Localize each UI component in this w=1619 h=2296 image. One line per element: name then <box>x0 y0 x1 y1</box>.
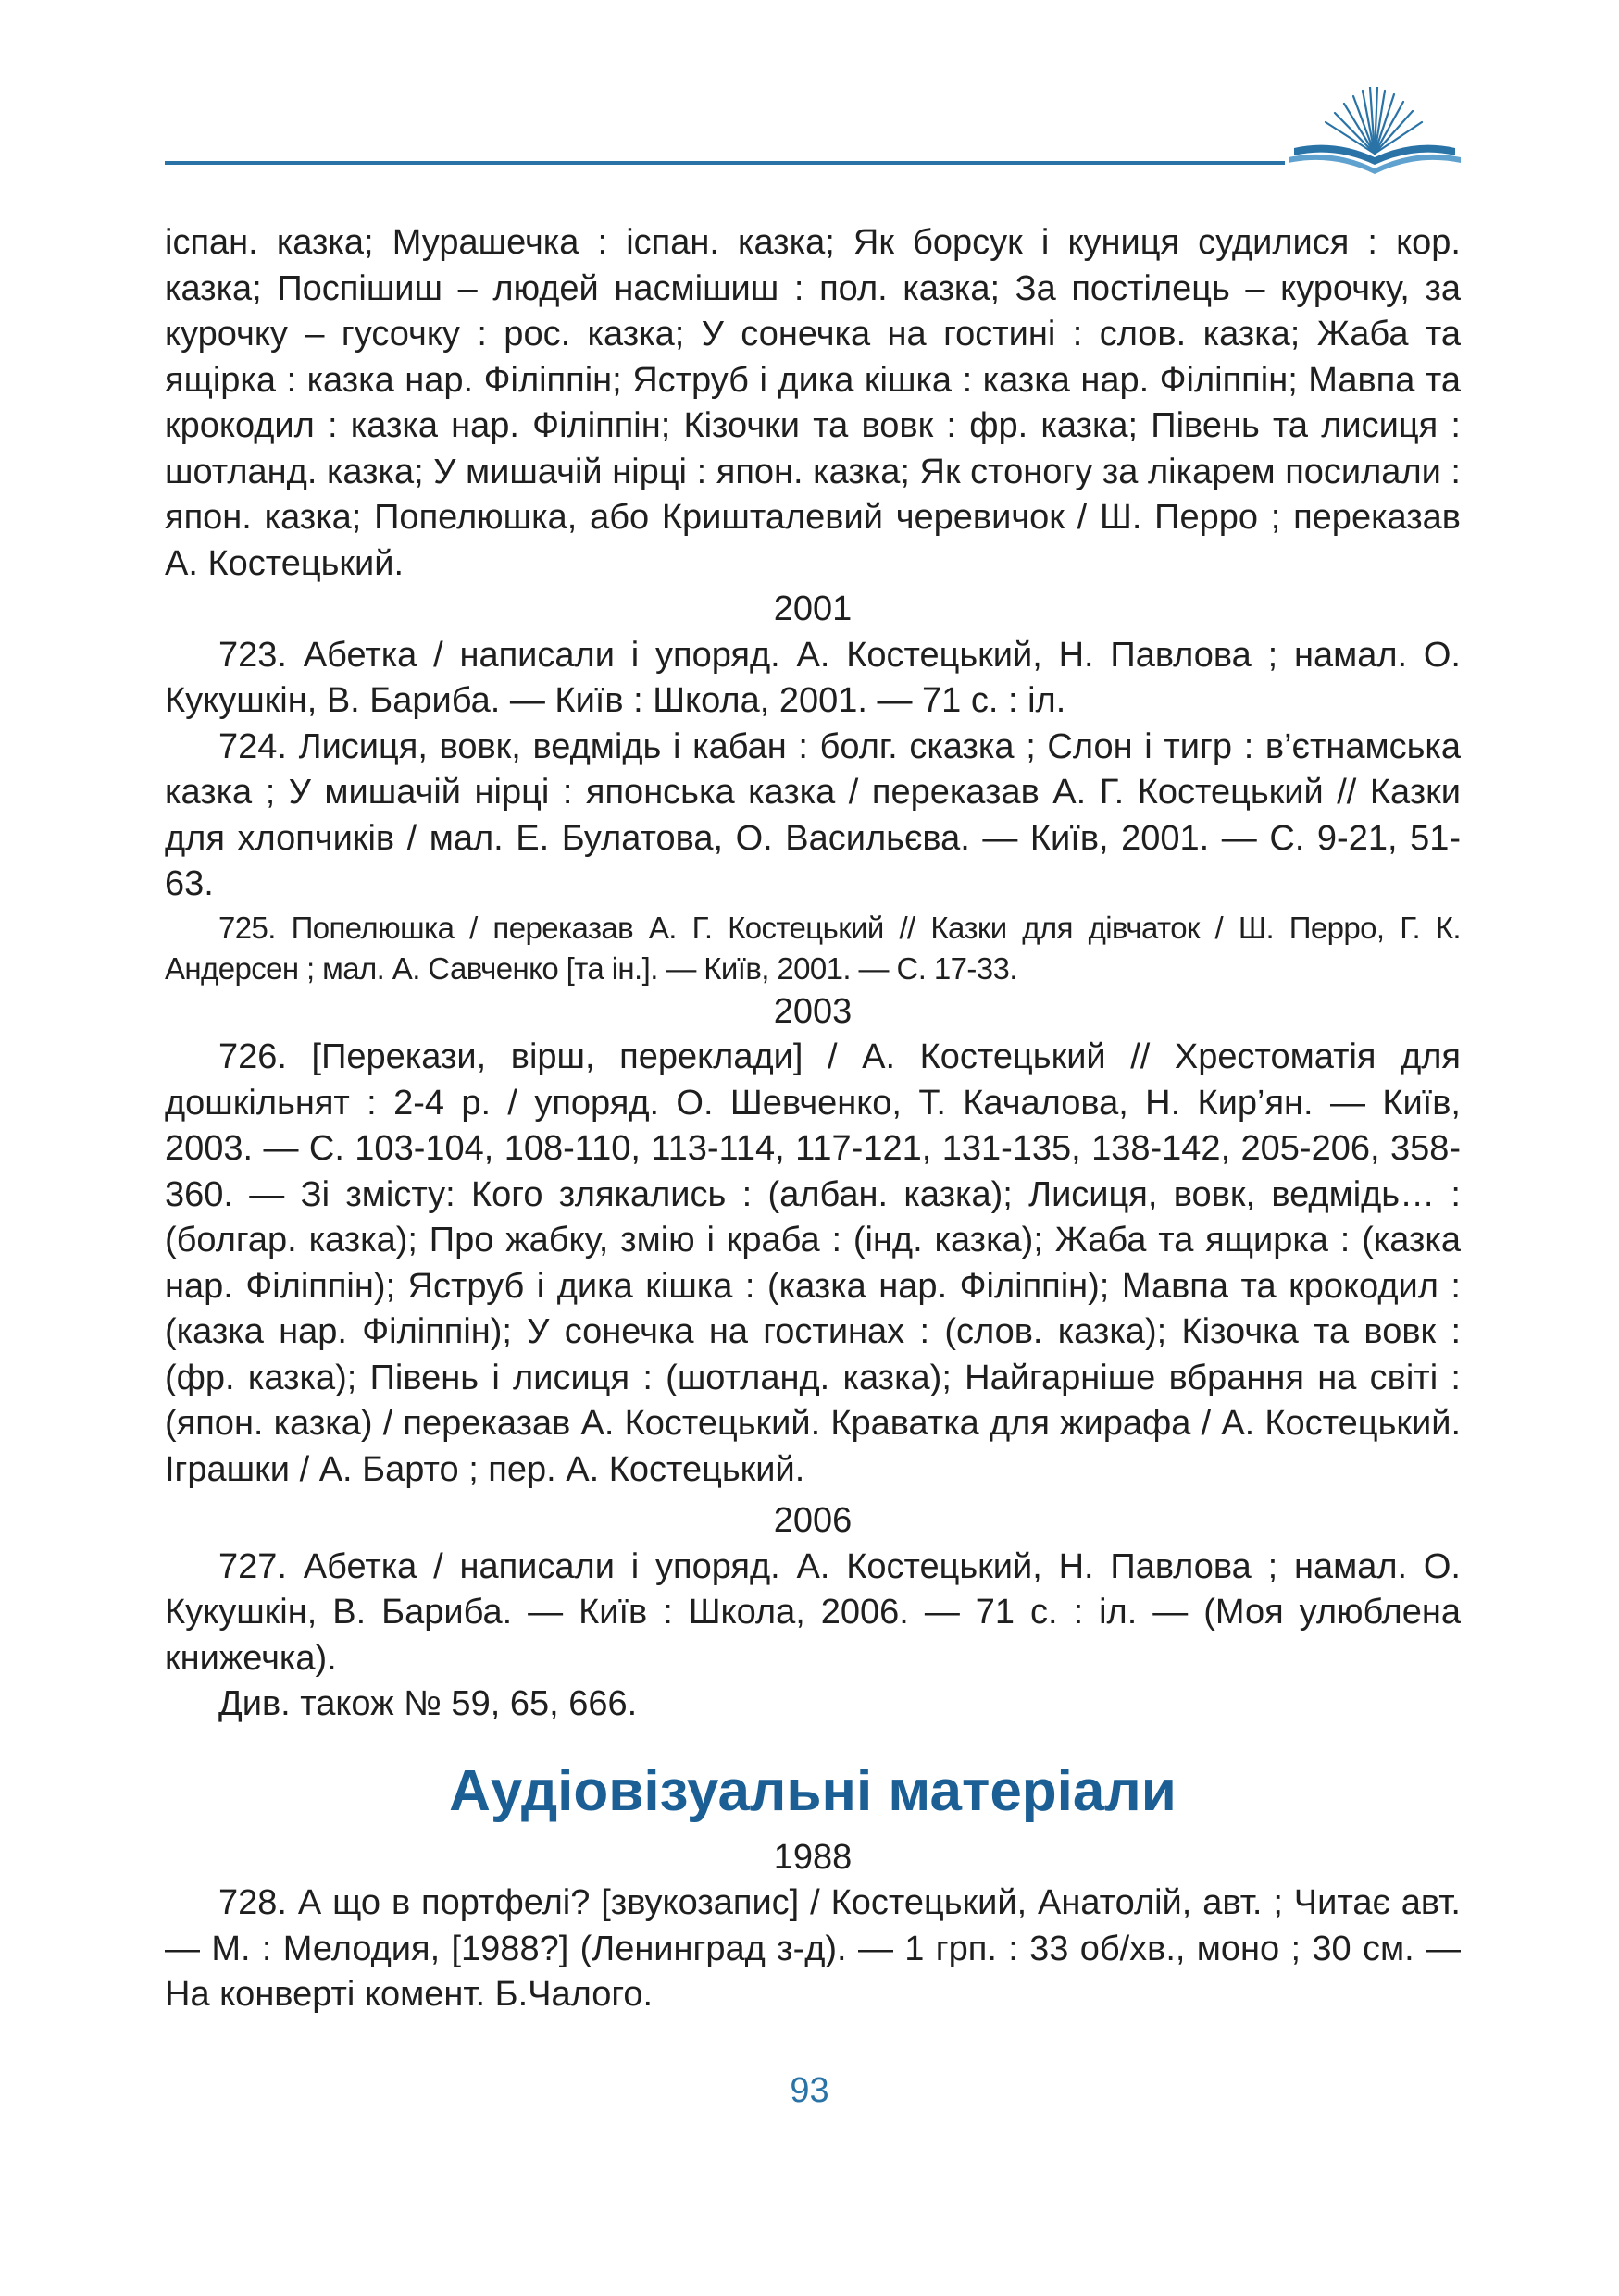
page-number: 93 <box>790 2071 829 2110</box>
year-heading-2006: 2006 <box>773 1501 853 1540</box>
see-also-note: Див. також № 59, 65, 666. <box>218 1684 638 1723</box>
bibliography-entry-726: 726. [Перекази, вірш, переклади] / А. Костецький // Хрестоматія для дошкільнят : 2-4 р. / упоряд. О. Шевченко, Т. Качалова, Н. Кир’ян. — Київ, 2003. — С. 103-104, 108-110, 113-114, 117-121, 131-135, 138-142, 205-206, 358-360. — Зі змісту: Кого злякались : (албан. казка); Лисиця, вовк, ведмідь… : (болгар. казка); Про жабку, змію і краба : (інд. казка); Жаба та ящирка : (казка нар. Філіппін); Яструб і дика кішка : (казка нар. Філіппін); Мавпа та крокодил : (казка нар. Філіппін); У сонечка на гостинах : (слов. казка); Кізочка та вовк : (фр. казка); Півень і лисиця : (шотланд. казка); Найгарніше вбрання на світі : (япон. казка) / переказав А. Костецький. Краватка для жирафа / А. Костецький. Іграшки / А. Барто ; пер. А. Костецький. <box>165 1037 1461 1489</box>
year-heading-2003: 2003 <box>773 991 853 1031</box>
document-body <box>165 220 1461 2018</box>
bibliography-entry-723: 723. Абетка / написали і упоряд. А. Костецький, Н. Павлова ; намал. О. Кукушкін, В. Бариба. — Київ : Школа, 2001. — 71 с. : іл. <box>165 635 1461 720</box>
bibliography-entry-724: 724. Лисиця, вовк, ведмідь і кабан : болг. сказка ; Слон і тигр : в’єтнамська казка ; У мишачій нірці : японська казка / переказав А. Г. Костецький // Казки для хлопчиків / мал. Е. Булатова, О. Васильєва. — Київ, 2001. — С. 9-21, 51-63. <box>165 726 1461 903</box>
year-heading-1988: 1988 <box>773 1837 853 1877</box>
bibliography-entry-728: 728. А що в портфелі? [звукозапис] / Костецький, Анатолій, авт. ; Читає авт. — М. : Мелодия, [1988?] (Ленинград з-д). — 1 грп. : 33 об/хв., моно ; 30 см. — На конверті комент. Б.Чалого. <box>165 1883 1461 2014</box>
continuation-paragraph: іспан. казка; Мурашечка : іспан. казка; Як борсук і куниця судилися : кор. казка; Поспішиш – людей насмішиш : пол. казка; За постілець – курочку, за курочку – гусочку : рос. казка; У сонечка на гостині : слов. казка; Жаба та ящірка : казка нар. Філіппін; Яструб і дика кішка : казка нар. Філіппін; Мавпа та крокодил : казка нар. Філіппін; Кізочки та вовк : фр. казка; Півень та лисиця : шотланд. казка; У мишачій нірці : япон. казка; Як стоногу за лікарем посилали : япон. казка; Попелюшка, або Кришталевий черевичок / Ш. Перро ; переказав А. Костецький. <box>165 223 1461 583</box>
bibliography-entry-725: 725. Попелюшка / переказав А. Г. Костецький // Казки для дівчаток / Ш. Перро, Г. К. Андерсен ; мал. А. Савченко [та ін.]. — Київ, 2001. — С. 17-33. <box>165 910 1461 986</box>
open-book-icon <box>1289 87 1461 176</box>
year-heading-2001: 2001 <box>773 590 853 628</box>
bibliography-entry-727: 727. Абетка / написали і упоряд. А. Костецький, Н. Павлова ; намал. О. Кукушкін, В. Бариба. — Київ : Школа, 2006. — 71 с. : іл. — (Моя улюблена книжечка). <box>165 1546 1461 1678</box>
section-title: Аудіовізуальні матеріали <box>449 1758 1177 1823</box>
header-rule <box>165 161 1285 165</box>
